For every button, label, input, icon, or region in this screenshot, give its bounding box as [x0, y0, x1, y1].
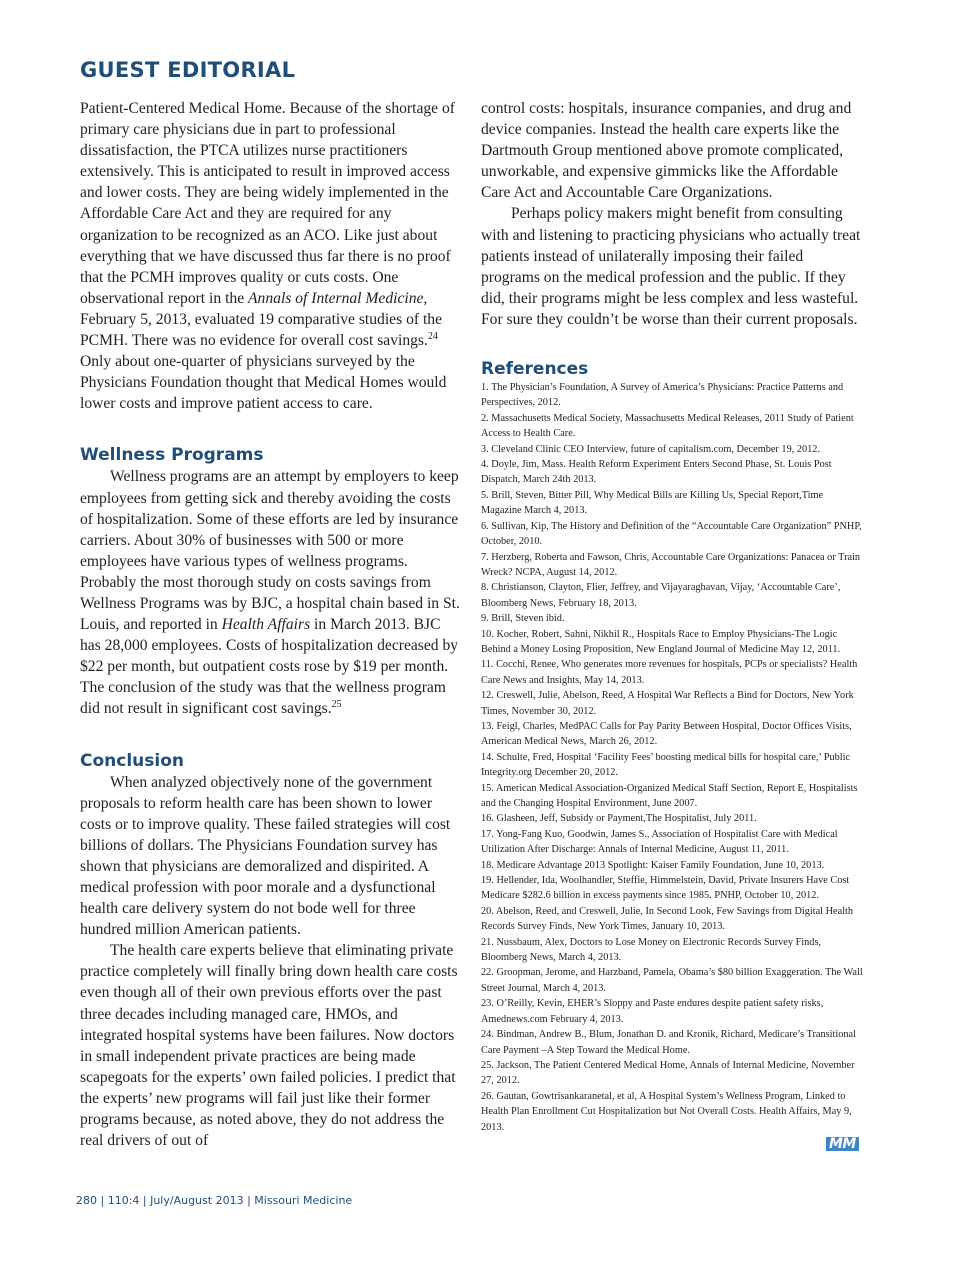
paragraph: When analyzed objectively none of the government proposals to reform health care has been shown to lower costs or to improve quality. These failed strategies will cost billions of dollars. The Physicians Foundation survey has shown that physicians are demoralized and dispirited. A medical profession with poor morale and a dysfunctional health care delivery system do not bode well for three hundred million American patients.	[80, 773, 451, 939]
reference-item: 2. Massachusetts Medical Society, Massachusetts Medical Releases, 2011 Study of Patient Access to Health Care.	[481, 412, 854, 440]
reference-item: 6. Sullivan, Kip, The History and Definition of the “Accountable Care Organization” PNHP, October, 2010.	[481, 520, 862, 548]
reference-item: 5. Brill, Steven, Bitter Pill, Why Medical Bills are Killing Us, Special Report,Time Magazine March 4, 2013.	[481, 489, 824, 517]
reference-item: 12. Creswell, Julie, Abelson, Reed, A Hospital War Reflects a Bind for Doctors, New York Times, November 30, 2012.	[481, 690, 854, 717]
reference-item: 17. Yong-Fang Kuo, Goodwin, James S., Association of Hospitalist Care with Medical Utilization After Discharge: Annals of Internal Medicine, August 11, 2011.	[481, 828, 838, 856]
citation-superscript: 25	[331, 699, 342, 711]
reference-item: 7. Herzberg, Roberta and Fawson, Chris, Accountable Care Organizations: Panacea or Train Wreck? NCPA, August 14, 2012.	[481, 551, 861, 578]
paragraph: Patient-Centered Medical Home. Because of the shortage of primary care physicians due in part to professional dissatisfaction, the PTCA utilizes nurse practitioners extensively. This is anticipated to result in improved access and lower costs. They are being widely implemented in the Affordable Care Act and they are required for any organization to be recognized as an ACO. Like just about everything that we have discussed thus far there is no proof that the PCMH improves quality or cuts costs. One observational report in the Annals of Internal Medicine, February 5, 2013, evaluated 19 comparative studies of the PCMH. There was no evidence for overall cost savings.$^{24}$ Only about one-quarter of physicians surveyed by the Physicians Foundation thought that Medical Homes would lower costs and improve patient access to care.	[80, 100, 455, 413]
paragraph: Perhaps policy makers might benefit from consulting with and listening to practicing physicians who actually treat patients instead of unilaterally imposing their failed programs on the medical profession and the public. If they did, their programs might be less complex and less wasteful. For sure they couldn’t be worse than their current proposals.	[481, 205, 861, 328]
end-mark-logo: MM	[826, 1137, 859, 1151]
section-heading-wellness: Wellness Programs	[80, 445, 264, 466]
reference-item: 20. Abelson, Reed, and Creswell, Julie, In Second Look, Few Savings from Digital Health Records Survey Finds, New York Times, January 10, 2013.	[481, 905, 854, 933]
reference-item: 23. O’Reilly, Kevin, EHER’s Sloppy and Paste endures despite patient safety risks, Amednews.com February 4, 2013.	[481, 998, 824, 1025]
section-heading-references: References	[481, 359, 589, 380]
reference-item: 4. Doyle, Jim, Mass. Health Reform Experiment Enters Second Phase, St. Louis Post Dispatch, March 24th 2013.	[481, 459, 832, 486]
reference-item: 10. Kocher, Robert, Sahni, Nikhil R., Hospitals Race to Employ Physicians-The Logic Behind a Money Losing Proposition, New England Journal of Medicine May 12, 2011.	[481, 628, 841, 655]
reference-item: 9. Brill, Steven ibid.	[481, 613, 565, 625]
reference-item: 19. Hellender, Ida, Woolhandler, Steffie, Himmelstein, David, Private Insurers Have Cost Medicare $282.6 billion in excess payments since 1985. PNHP, October 10, 2012.	[481, 875, 850, 902]
left-column	[80, 98, 463, 1151]
reference-item: 24. Bindman, Andrew B., Blum, Jonathan D. and Kronik, Richard, Medicare’s Transitional Care Payment –A Step Toward the Medical Home.	[481, 1029, 856, 1056]
journal-title: Annals of Internal Medicine,	[248, 289, 428, 307]
reference-item: 3. Cleveland Clinic CEO Interview, future of capitalism.com, December 19, 2012.	[481, 443, 821, 455]
paragraph: The health care experts believe that eliminating private practice completely will finally bring down health care costs even though all of their own previous efforts over the past three decades including managed care, HMOs, and integrated hospital systems have been failures. Now doctors in small independent private practices are being made scapegoats for the experts’ own failed policies. I predict that the experts’ new programs will fail just like their former programs because, as noted above, they do not address the real drivers of out of	[80, 942, 458, 1150]
page-footer: 280 | 110:4 | July/August 2013 | Missouri Medicine	[76, 1194, 353, 1207]
reference-item: 18. Medicare Advantage 2013 Spotlight: Kaiser Family Foundation, June 10, 2013.	[481, 859, 825, 871]
reference-item: 1. The Physician’s Foundation, A Survey of America’s Physicians: Practice Patterns and Perspectives, 2012.	[481, 382, 844, 409]
reference-item: 15. American Medical Association-Organized Medical Staff Section, Report E, Hospitalists and the Changing Hospital Environment, June 2007.	[481, 782, 858, 809]
reference-item: 16. Glasheen, Jeff, Subsidy or Payment,The Hospitalist, July 2011.	[481, 813, 757, 825]
reference-item: 26. Gautan, Gowtrisankaranetal, et al, A Hospital System’s Wellness Program, Linked to Health Plan Enrollment Cut Hospitalization but Not Overall Costs. Health Affairs, May 9, 2013.	[481, 1090, 852, 1133]
paragraph: control costs: hospitals, insurance companies, and drug and device companies. Instead the health care experts like the Dartmouth Group mentioned above promote complicated, unworkable, and expensive gimmicks like the Affordable Care Act and Accountable Care Organizations.	[481, 100, 852, 202]
section-label: GUEST EDITORIAL	[80, 58, 296, 82]
citation-superscript: 24	[427, 330, 438, 342]
reference-list	[481, 380, 865, 1135]
reference-item: 11. Cocchi, Renee, Who generates more revenues for hospitals, PCPs or specialists? Health Care News and Insights, May 14, 2013.	[481, 659, 858, 686]
reference-item: 13. Feigl, Charles, MedPAC Calls for Pay Parity Between Hospital, Doctor Offices Visits, American Medical News, March 26, 2012.	[481, 720, 852, 748]
reference-item: 25. Jackson, The Patient Centered Medical Home, Annals of Internal Medicine, November 27, 2012.	[481, 1059, 855, 1087]
reference-item: 22. Groopman, Jerome, and Harzband, Pamela, Obama’s $80 billion Exaggeration. The Wall Street Journal, March 4, 2013.	[481, 967, 863, 994]
paragraph: Wellness programs are an attempt by employers to keep employees from getting sick and thereby avoiding the costs of hospitalization. Some of these efforts are led by insurance carriers. About 30% of businesses with 500 or more employees have various types of wellness programs. Probably the most thorough study on costs savings from Wellness Programs was by BJC, a hospital chain based in St. Louis, and reported in Health Affairs in March 2013. BJC has 28,000 employees. Costs of hospitalization decreased by $22 per month, but outpatient costs rose by $19 per month. The conclusion of the study was that the wellness program did not result in significant cost savings.$^{25}$	[80, 468, 460, 718]
journal-title: Health Affairs	[221, 616, 311, 634]
section-heading-conclusion: Conclusion	[80, 750, 184, 771]
reference-item: 14. Schulte, Fred, Hospital ‘Facility Fees’ boosting medical bills for hospital care,’ Public Integrity.org December 20, 2012.	[481, 751, 851, 779]
reference-item: 21. Nussbaum, Alex, Doctors to Lose Money on Electronic Records Survey Finds, Bloomberg News, March 4, 2013.	[481, 936, 822, 964]
right-column	[481, 98, 865, 1135]
reference-item: 8. Christianson, Clayton, Flier, Jeffrey, and Vijayaraghavan, Vijay, ‘Accountable Care’, Bloomberg News, February 18, 2013.	[481, 582, 841, 609]
